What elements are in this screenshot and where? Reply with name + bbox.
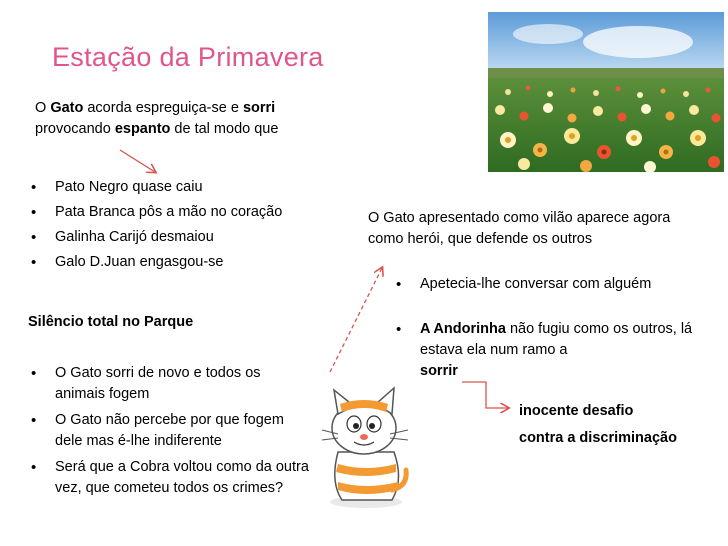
list-item: • Pata Branca pôs a mão no coração [28,202,348,223]
list-item: • O Gato sorri de novo e todos os animais fogem [28,363,313,405]
intro-espanto: espanto [114,121,171,137]
intro-gato: Gato [50,100,84,116]
cat-hero-arrow [330,268,382,372]
list-item: • Galinha Carijó desmaiou [28,227,348,248]
list-item-text: não fugiu como os outros, lá estava ela num ramo a [420,321,693,358]
slide-title: Estação da Primavera [52,42,324,72]
intro-text: provocando [35,121,115,137]
list-item: • Galo D.Juan engasgou-se [28,252,348,273]
reactions-list [28,177,348,277]
flower-field-image [488,12,724,172]
hero-line: como herói, que defende os outros [368,231,593,247]
sorrir-text: sorrir [420,363,458,379]
cartoon-cat-image [316,382,414,510]
list-item: • Será que a Cobra voltou como da outra vez, que cometeu todos os crimes? [28,457,313,499]
intro-paragraph [35,98,365,140]
intro-arrow [120,150,155,172]
hero-points-list [393,274,693,406]
list-item [393,319,693,382]
list-item: • Pato Negro quase caiu [28,177,348,198]
andorinha-text: A Andorinha [420,321,506,337]
intro-text: acorda espreguiça-se e [83,100,243,116]
list-item: • Apetecia-lhe conversar com alguém [393,274,693,295]
list-item: • O Gato não percebe por que fogem dele mas é-lhe indiferente [28,410,313,452]
hero-line: O Gato apresentado como vilão aparece agora [368,210,671,226]
intro-text: de tal modo que [170,121,279,137]
hero-paragraph [368,208,728,250]
tag-contra-discriminacao: contra a discriminação [519,430,677,446]
intro-sorri: sorri [242,100,276,116]
events-list [28,363,313,504]
intro-text: O [35,100,51,116]
tag-inocente-desafio: inocente desafio [519,403,634,419]
silence-heading: Silêncio total no Parque [28,314,194,330]
